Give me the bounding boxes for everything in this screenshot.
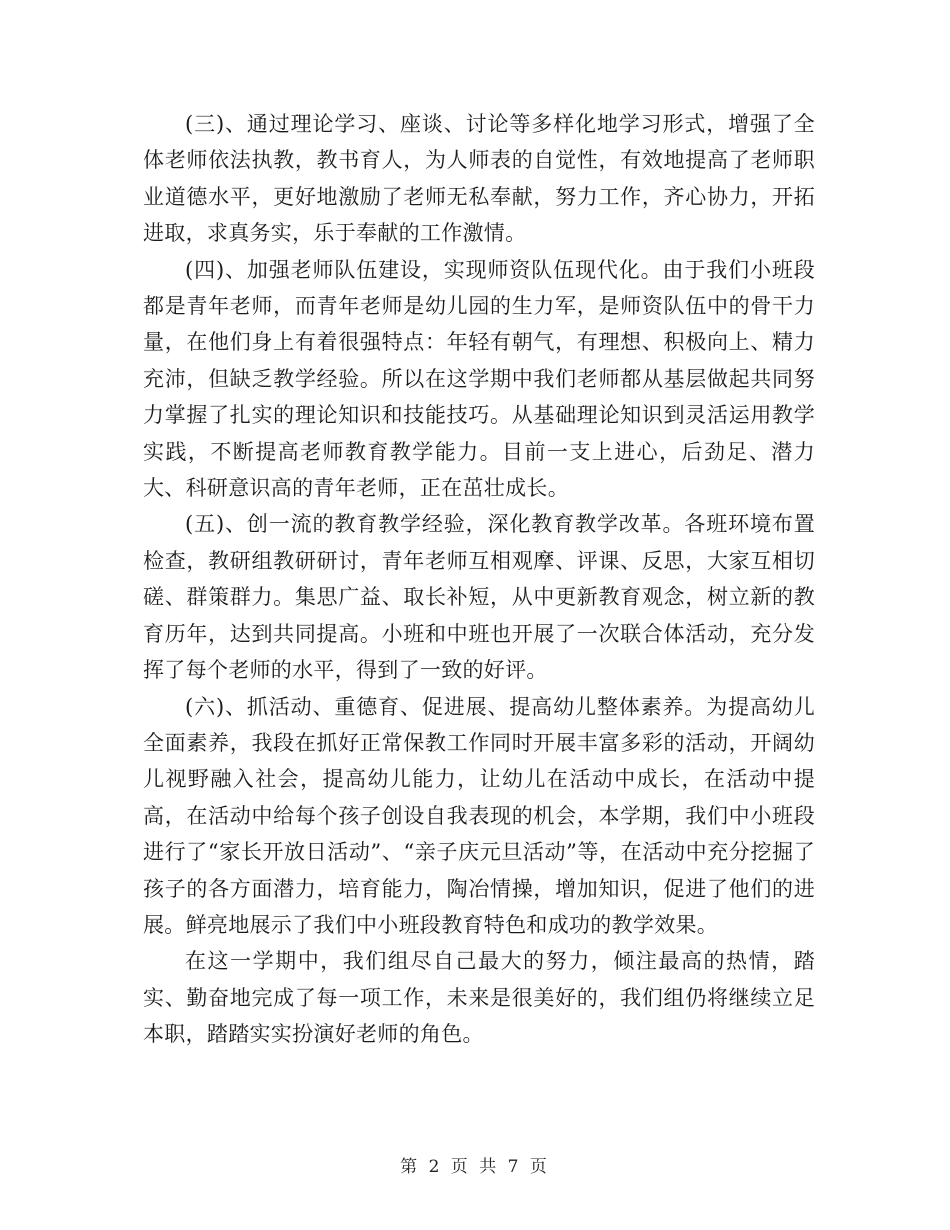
paragraph-section-6: (六)、抓活动、重德育、促进展、提高幼儿整体素养。为提高幼儿全面素养，我段在抓好正常保教工作同时开展丰富多彩的活动，开阔幼儿视野融入社会，提高幼儿能力，让幼儿在活动中成长，在活动中提高，在活动中给每个孩子创设自我表现的机会，本学期，我们中小班段进行了“家长开放日活动”、“亲子庆元旦活动”等，在活动中充分挖掘了孩子的各方面潜力，培育能力，陶冶情操，增加知识，促进了他们的进展。鲜亮地展示了我们中小班段教育特色和成功的教学效果。 xyxy=(143,694,815,937)
paragraph-section-4: (四)、加强老师队伍建设，实现师资队伍现代化。由于我们小班段都是青年老师，而青年老师是幼儿园的生力军，是师资队伍中的骨干力量，在他们身上有着很强特点：年轻有朝气，有理想、积极向上、精力充沛，但缺乏教学经验。所以在这学期中我们老师都从基层做起共同努力掌握了扎实的理论知识和技能技巧。从基础理论知识到灵活运用教学实践，不断提高老师教育教学能力。目前一支上进心，后劲足、潜力大、科研意识高的青年老师，正在茁壮成长。 xyxy=(143,257,815,501)
paragraph-section-5: (五)、创一流的教育教学经验，深化教育教学改革。各班环境布置检查，教研组教研研讨，青年老师互相观摩、评课、反思，大家互相切磋、群策群力。集思广益、取长补短，从中更新教育观念，树立新的教育历年，达到共同提高。小班和中班也开展了一次联合体活动，充分发挥了每个老师的水平，得到了一致的好评。 xyxy=(143,512,815,683)
paragraph-section-3: (三)、通过理论学习、座谈、讨论等多样化地学习形式，增强了全体老师依法执教，教书育人，为人师表的自觉性，有效地提高了老师职业道德水平，更好地激励了老师无私奉献，努力工作，齐心协力，开拓进取，求真务实，乐于奉献的工作激情。 xyxy=(143,112,815,246)
document-body xyxy=(143,106,815,1053)
paragraph-conclusion: 在这一学期中，我们组尽自己最大的努力，倾注最高的热情，踏实、勤奋地完成了每一项工作，未来是很美好的，我们组仍将继续立足本职，踏踏实实扮演好老师的角色。 xyxy=(143,949,815,1047)
page-number-footer: 第 2 页 共 7 页 xyxy=(400,1157,550,1177)
